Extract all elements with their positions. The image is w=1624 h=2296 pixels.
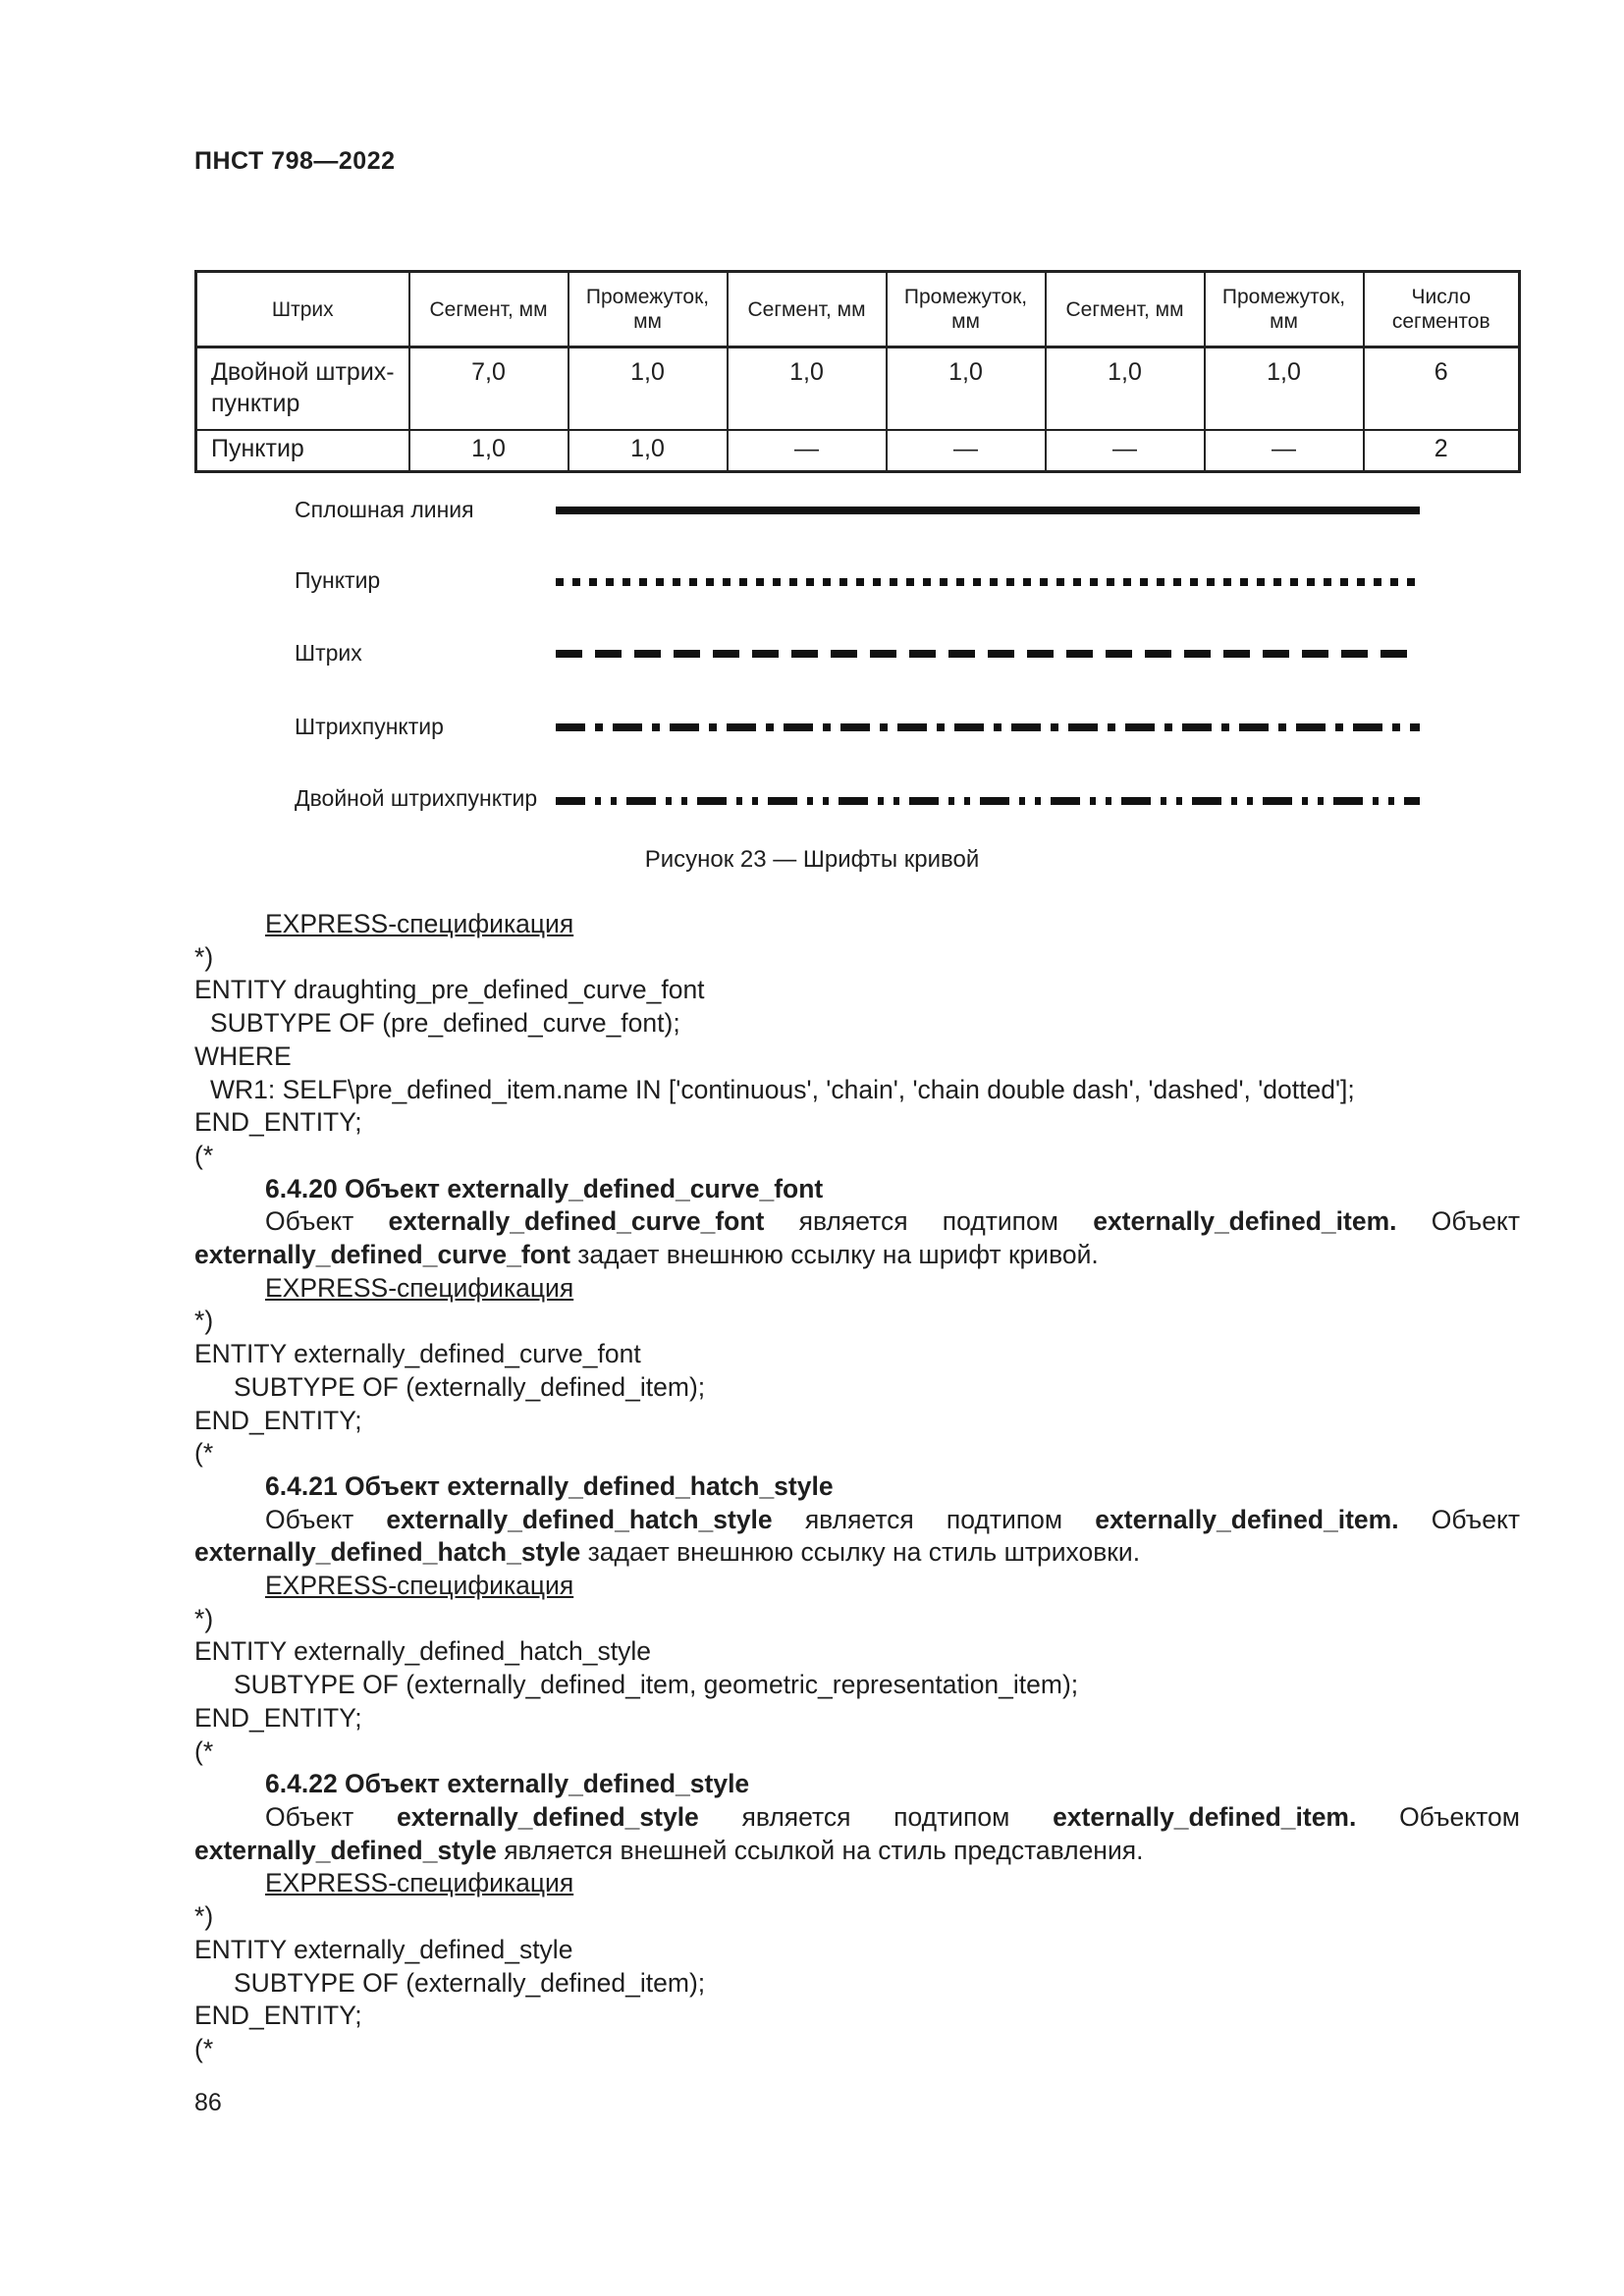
table-cell: — [1046,430,1205,472]
table-cell: 6 [1364,347,1520,431]
table-header-cell: Промежуток, мм [568,272,728,347]
table-cell: 1,0 [1205,347,1364,431]
code-line: ENTITY externally_defined_hatch_style [194,1636,651,1667]
table-cell: — [887,430,1046,472]
dotted-line-sample [556,578,1424,586]
legend-label-solid: Сплошная линия [295,497,474,522]
table-cell: — [1205,430,1364,472]
standard-number: ПНСТ 798—2022 [194,147,396,175]
figure-caption: Рисунок 23 — Шрифты кривой [644,846,980,873]
table-cell: 7,0 [409,347,568,431]
code-line: (* [194,1140,214,1170]
legend-label-dotted: Пунктир [295,567,381,593]
paragraph-line: Объект externally_defined_curve_font является подтипом externally_defined_item. Объект [265,1206,1520,1237]
code-line: ENTITY externally_defined_style [194,1934,573,1964]
legend-label-chain: Штрихпунктир [295,714,444,739]
paragraph-line: Объект externally_defined_style является подтипом externally_defined_item. Объектом [265,1801,1520,1832]
document-body [194,908,1520,2066]
table-header-cell: Промежуток, мм [1205,272,1364,347]
code-line: ENTITY externally_defined_curve_font [194,1339,641,1369]
code-line: *) [194,1901,214,1932]
code-line: *) [194,941,214,972]
code-line: *) [194,1603,214,1633]
code-line: END_ENTITY; [194,1405,362,1435]
table-header-cell: Штрих [196,272,409,347]
code-line: SUBTYPE OF (externally_defined_item, geometric_representation_item); [234,1670,1079,1700]
code-line: END_ENTITY; [194,1702,362,1733]
chain-line-sample [556,723,1420,731]
express-heading: EXPRESS-спецификация [265,1272,574,1303]
code-line: (* [194,1735,214,1766]
code-line: SUBTYPE OF (pre_defined_curve_font); [210,1008,680,1039]
table-header-cell: Сегмент, мм [409,272,568,347]
express-heading: EXPRESS-спецификация [265,1868,574,1898]
table-cell: 1,0 [1046,347,1205,431]
section-heading: 6.4.20 Объект externally_defined_curve_font [265,1173,824,1203]
table-header-cell: Сегмент, мм [728,272,887,347]
table-header-row [196,272,1520,347]
curve-font-table [194,270,1521,473]
solid-line-sample [556,507,1420,514]
paragraph-line: Объект externally_defined_hatch_style является подтипом externally_defined_item. Объект [265,1504,1520,1534]
table-header-cell: Промежуток, мм [887,272,1046,347]
code-line: (* [194,2033,214,2063]
section-heading: 6.4.21 Объект externally_defined_hatch_style [265,1470,834,1501]
dashed-line-sample [556,650,1420,658]
express-heading: EXPRESS-спецификация [265,1571,574,1601]
section-heading: 6.4.22 Объект externally_defined_style [265,1769,750,1799]
table-row [196,430,1520,472]
table-cell: 2 [1364,430,1520,472]
table-cell: 1,0 [568,347,728,431]
code-line: WHERE [194,1041,292,1071]
express-heading: EXPRESS-спецификация [265,909,574,938]
table-cell: 1,0 [728,347,887,431]
table-row [196,347,1520,431]
table-cell: Двойной штрих-пунктир [196,347,409,431]
table-header-cell: Число сегментов [1364,272,1520,347]
code-line: (* [194,1438,214,1468]
code-line: END_ENTITY; [194,2001,362,2031]
code-line: *) [194,1306,214,1336]
code-line: END_ENTITY; [194,1107,362,1138]
chain-double-dash-line-sample [556,797,1420,805]
paragraph-line: externally_defined_hatch_style задает внешнюю ссылку на стиль штриховки. [194,1537,1141,1568]
table-cell: 1,0 [409,430,568,472]
table-cell: 1,0 [568,430,728,472]
page-number: 86 [194,2089,222,2116]
code-line: SUBTYPE OF (externally_defined_item); [234,1967,706,1998]
table-cell: Пунктир [196,430,409,472]
table-header-cell: Сегмент, мм [1046,272,1205,347]
code-line: ENTITY draughting_pre_defined_curve_font [194,975,705,1005]
table-cell: 1,0 [887,347,1046,431]
legend-label-chain-double-dash: Двойной штрихпунктир [295,785,538,811]
paragraph-line: externally_defined_style является внешней ссылкой на стиль представления. [194,1835,1144,1865]
table-cell: — [728,430,887,472]
code-line: SUBTYPE OF (externally_defined_item); [234,1371,706,1402]
code-line: WR1: SELF\pre_defined_item.name IN ['continuous', 'chain', 'chain double dash', 'dashed', 'dotted']; [210,1074,1355,1104]
legend-label-dashed: Штрих [295,640,362,666]
paragraph-line: externally_defined_curve_font задает внешнюю ссылку на шрифт кривой. [194,1240,1099,1270]
